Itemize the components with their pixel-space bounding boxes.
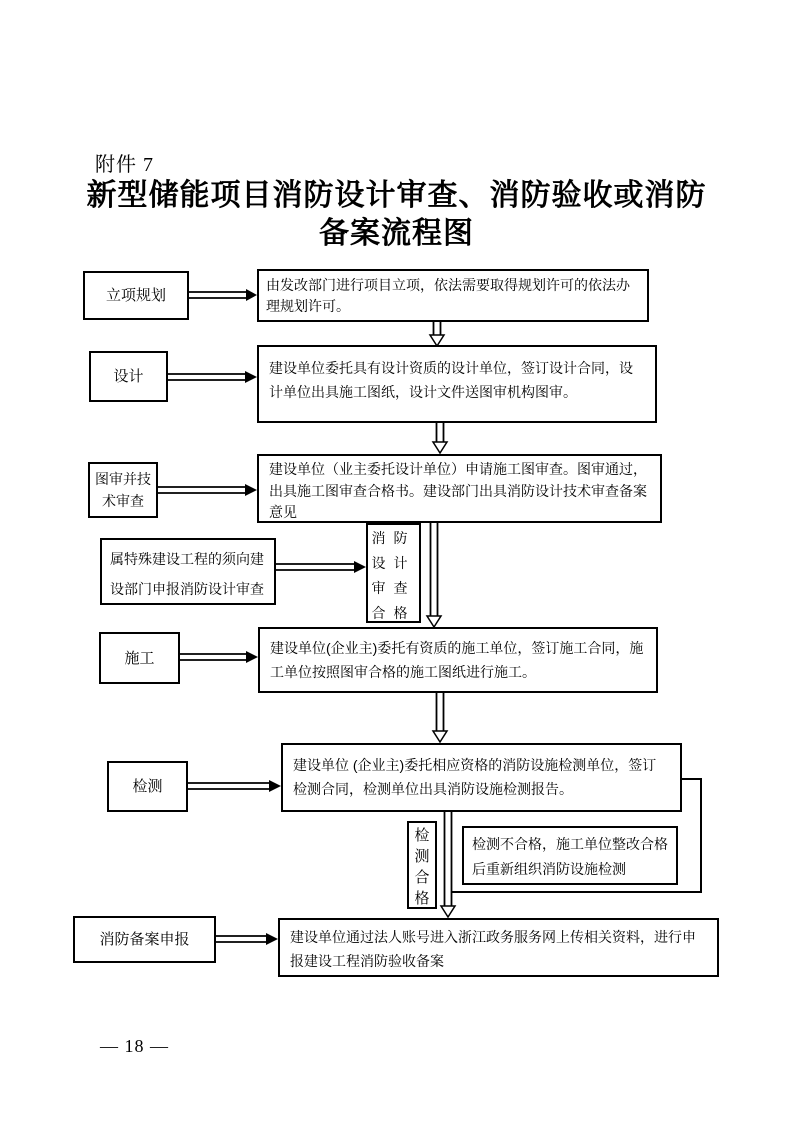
detection-fail-box: 检测不合格，施工单位整改合格后重新组织消防设施检测 [462, 826, 678, 885]
step-box-lixiang [83, 271, 189, 320]
page-title-line1: 新型储能项目消防设计审查、消防验收或消防 [86, 179, 707, 212]
arrow-down-4 [433, 693, 447, 742]
step-desc-beian: 建设单位通过法人账号进入浙江政务服务网上传相关资料，进行申报建设工程消防验收备案 [278, 918, 719, 977]
attachment-label: 附件 7 [95, 154, 154, 176]
step-desc-shigong: 建设单位(企业主)委托有资质的施工单位，签订施工合同，施工单位按照图审合格的施工图纸进行施工。 [258, 627, 658, 693]
step-desc-lixiang: 由发改部门进行项目立项，依法需要取得规划许可的依法办理规划许可。 [257, 269, 649, 322]
page-number: — 18 — [100, 1036, 169, 1056]
special-branch-box: 属特殊建设工程的须向建设部门申报消防设计审查 [100, 538, 276, 605]
fire-design-pass-box: 消防设计审查合格 [366, 523, 421, 623]
step-label-shigong: 施工 [124, 649, 155, 667]
step-label-jiance: 检测 [132, 778, 163, 795]
step-desc-sheji: 建设单位委托具有设计资质的设计单位，签订设计合同，设计单位出具施工图纸，设计文件送图审机构图审。 [257, 345, 657, 423]
arrow-down-1 [430, 322, 444, 346]
step-desc-jiance: 建设单位 (企业主)委托相应资格的消防设施检测单位，签订检测合同，检测单位出具消防设施检测报告。 [281, 743, 682, 812]
arrow-lixiang [189, 289, 257, 301]
step-box-tushen [88, 462, 158, 518]
step-box-sheji [89, 351, 168, 402]
step-box-beian [73, 916, 216, 963]
arrow-tushen [158, 484, 257, 496]
detection-pass-box: 检测合格 [407, 821, 437, 909]
arrow-sheji [168, 371, 257, 383]
arrow-down-2 [433, 423, 447, 453]
step-desc-tushen: 建设单位（业主委托设计单位）申请施工图审查。图审通过，出具施工图审查合格书。建设部门出具消防设计技术审查备案意见 [257, 454, 662, 523]
arrow-special [276, 561, 366, 573]
arrow-down-5 [441, 812, 455, 917]
step-label-lixiang: 立项规划 [105, 287, 166, 304]
step-label-tushen: 图审并技术审查 [95, 471, 151, 509]
page-title-line2: 备案流程图 [319, 217, 474, 250]
arrow-shigong [180, 651, 258, 663]
arrow-down-3 [427, 523, 441, 627]
step-box-shigong [99, 632, 180, 684]
arrow-beian [216, 933, 278, 945]
arrow-jiance [188, 780, 281, 792]
step-label-sheji: 设计 [113, 368, 144, 385]
step-box-jiance [107, 761, 188, 812]
step-label-beian: 消防备案申报 [99, 931, 190, 948]
